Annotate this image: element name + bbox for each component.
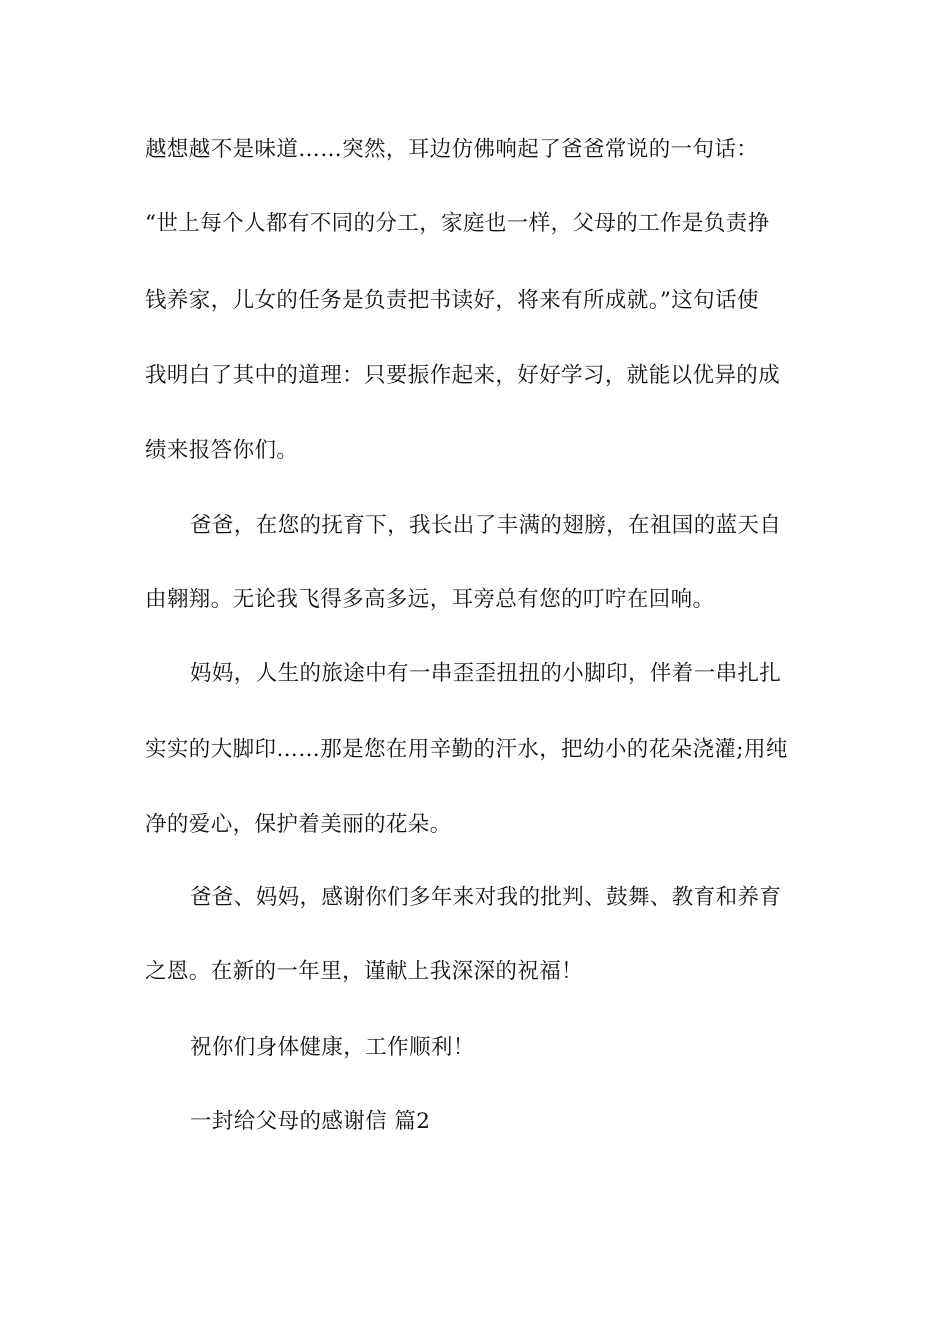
paragraph-line: 我明白了其中的道理：只要振作起来，好好学习，就能以优异的成 (145, 363, 781, 388)
section-heading: 一封给父母的感谢信 篇2 (190, 1109, 431, 1134)
paragraph-line: 净的爱心，保护着美丽的花朵。 (145, 812, 452, 837)
paragraph-line: 绩来报答你们。 (145, 438, 299, 463)
paragraph-line: 爸爸，在您的抚育下，我长出了丰满的翅膀，在祖国的蓝天自 (190, 513, 782, 538)
paragraph-line: 爸爸、妈妈，感谢你们多年来对我的批判、鼓舞、教育和养育 (190, 885, 782, 910)
closing-wish: 祝你们身体健康，工作顺利！ (190, 1035, 475, 1060)
paragraph-line: 越想越不是味道……突然，耳边仿佛响起了爸爸常说的一句话： (145, 137, 759, 162)
paragraph-line: 之恩。在新的一年里，谨献上我深深的祝福！ (145, 959, 584, 984)
paragraph-line: 钱养家，儿女的任务是负责把书读好，将来有所成就。”这句话使 (145, 288, 759, 313)
paragraph-line: 实实的大脚印……那是您在用辛勤的汗水，把幼小的花朵浇灌;用纯 (145, 737, 788, 762)
paragraph-line: “世上每个人都有不同的分工，家庭也一样，父母的工作是负责挣 (145, 211, 770, 236)
paragraph-line: 妈妈，人生的旅途中有一串歪歪扭扭的小脚印，伴着一串扎扎 (190, 661, 782, 686)
paragraph-line: 由翱翔。无论我飞得多高多远，耳旁总有您的叮咛在回响。 (145, 587, 715, 612)
